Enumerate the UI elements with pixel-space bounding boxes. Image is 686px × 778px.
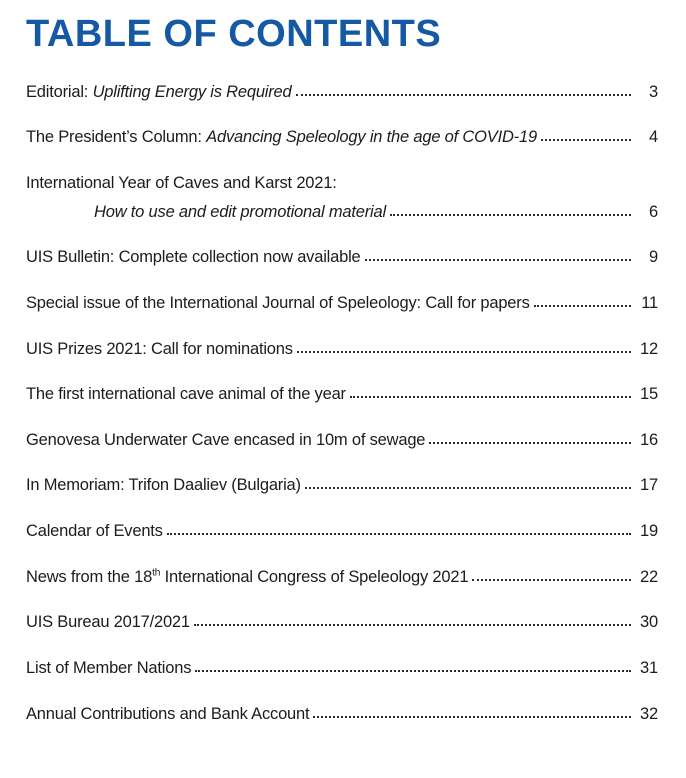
entry-segment: UIS Bureau 2017/2021 [26,613,190,632]
entry-segment: Annual Contributions and Bank Account [26,704,310,723]
entry-segment: How to use and edit promotional material [94,202,386,221]
toc-entry[interactable] [26,704,658,725]
dot-leader [429,442,631,444]
entry-segment: UIS Prizes 2021: Call for nominations [26,339,293,358]
toc-entry[interactable] [26,612,658,633]
entry-text [26,127,537,148]
entry-page: 12 [640,339,658,358]
entry-text [26,173,337,194]
entry-segment: Special issue of the International Journal of Speleology: Call for papers [26,293,530,312]
dot-leader [541,139,631,141]
entry-page: 30 [640,613,658,632]
toc-entry[interactable] [26,521,658,542]
entry-segment: The first international cave animal of the year [26,385,346,404]
entry-segment: Calendar of Events [26,522,163,541]
entry-segment: Uplifting Energy is Required [92,82,292,101]
entry-text [26,247,361,268]
entry-page: 3 [649,82,658,101]
entry-text [26,384,346,405]
entry-text [26,521,163,542]
entry-page: 19 [640,522,658,541]
entry-text [94,202,386,223]
dot-leader [305,487,631,489]
entry-segment: In Memoriam: Trifon Daaliev (Bulgaria) [26,476,301,495]
toc-entry[interactable] [26,430,658,451]
toc-entry[interactable] [26,293,658,314]
entry-text [26,704,309,725]
entry-text [26,612,190,633]
dot-leader [350,396,631,398]
entry-segment: Editorial: [26,82,93,101]
toc-entry[interactable] [26,173,658,194]
toc-entry[interactable] [26,82,658,103]
page-title: TABLE OF CONTENTS [26,13,442,55]
entry-segment: The President’s Column: [26,128,207,147]
dot-leader [167,533,631,535]
dot-leader [313,716,631,718]
toc-entry[interactable] [26,247,658,268]
entry-page: 6 [649,202,658,221]
entry-segment: News from the 18 [26,567,153,586]
dot-leader [390,214,631,216]
toc-entry[interactable] [26,475,658,496]
entry-segment: International Congress of Speleology 2021 [160,567,469,586]
entry-page: 22 [640,567,658,586]
entry-page: 9 [649,248,658,267]
entry-text [26,430,425,451]
entry-page: 32 [640,704,658,723]
dot-leader [194,624,631,626]
entry-text [26,82,292,103]
dot-leader [296,94,631,96]
entry-text [26,339,293,360]
entry-text [26,567,468,588]
dot-leader [365,259,631,261]
entry-page: 16 [640,430,658,449]
entry-page: 4 [649,128,658,147]
entry-text [26,475,301,496]
toc-entry[interactable] [26,202,658,223]
toc-entry[interactable] [26,658,658,679]
entry-text [26,293,530,314]
entry-page: 17 [640,476,658,495]
entry-segment: List of Member Nations [26,658,192,677]
entry-text [26,658,191,679]
entry-segment: Advancing Speleology in the age of COVID-19 [206,128,537,147]
entry-page: 31 [640,658,658,677]
dot-leader [297,351,631,353]
toc-entry[interactable] [26,339,658,360]
dot-leader [195,670,631,672]
entry-segment: International Year of Caves and Karst 2021: [26,174,337,193]
toc-list [26,82,658,724]
entry-segment: th [152,567,161,579]
dot-leader [534,305,631,307]
toc-entry[interactable] [26,567,658,588]
toc-entry[interactable] [26,127,658,148]
dot-leader [472,579,631,581]
toc-entry[interactable] [26,384,658,405]
entry-segment: UIS Bulletin: Complete collection now available [26,248,361,267]
entry-page: 11 [641,293,658,312]
entry-page: 15 [640,385,658,404]
entry-segment: Genovesa Underwater Cave encased in 10m of sewage [26,430,426,449]
